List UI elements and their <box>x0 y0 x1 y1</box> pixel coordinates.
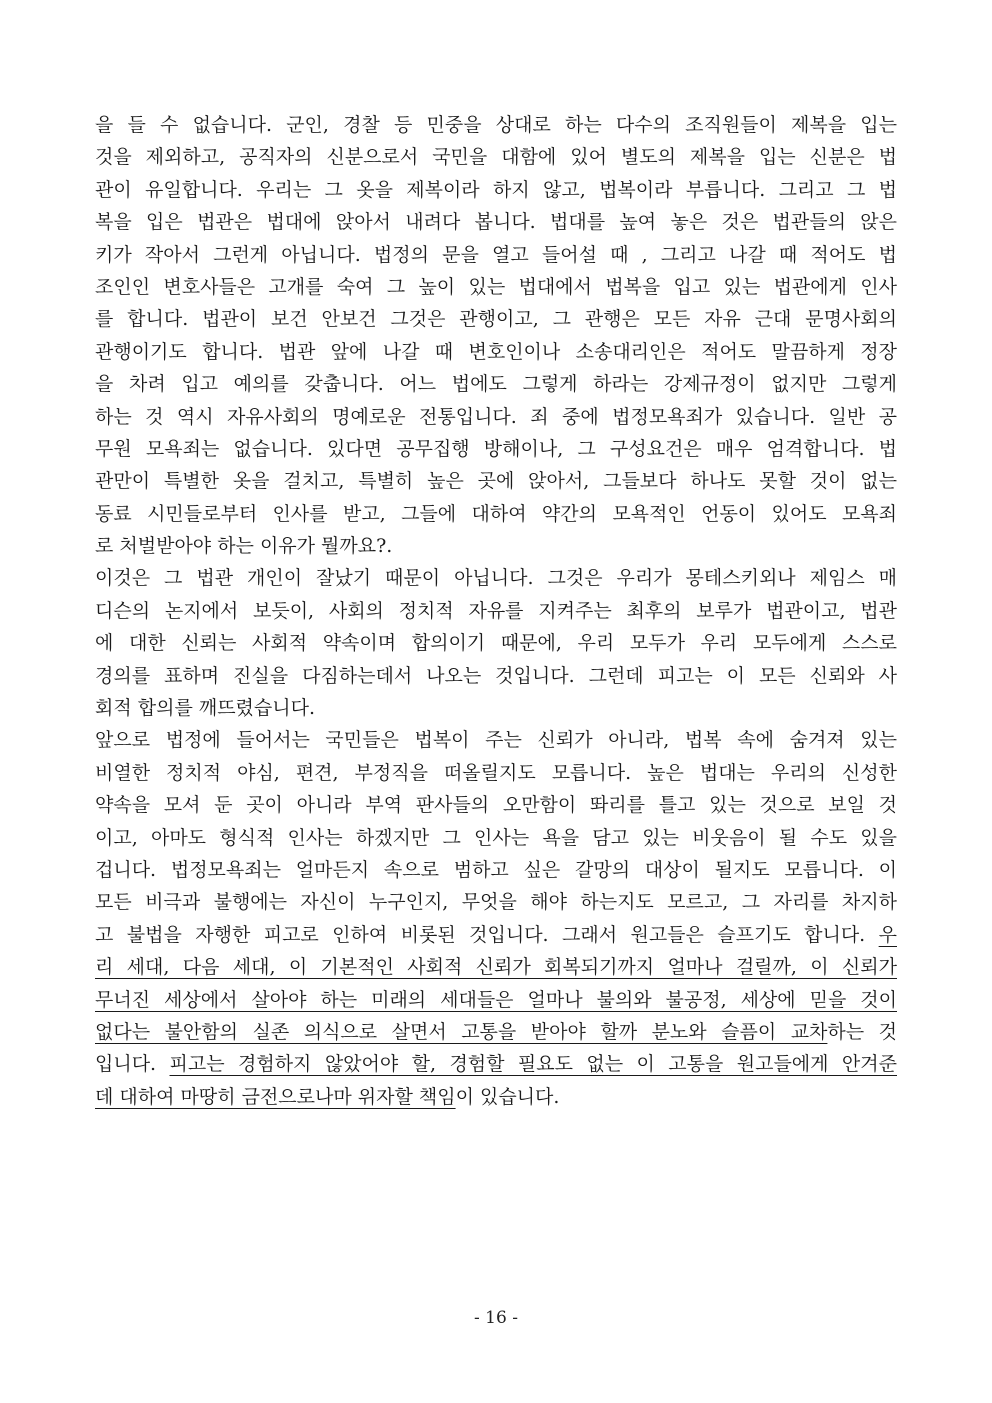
text-segment: 키가 작아서 그런게 아닙니다. 법정의 문을 열고 들어설 때 , 그리고 나갈 때 적어도 법 <box>95 243 897 266</box>
text-line <box>95 433 897 465</box>
text-line <box>95 595 897 627</box>
text-segment: 겁니다. 법정모욕죄는 얼마든지 속으로 범하고 싶은 갈망의 대상이 될지도 모릅니다. 이 <box>95 858 897 881</box>
text-segment: 앞으로 법정에 들어서는 국민들은 법복이 주는 신뢰가 아니라, 법복 속에 숨겨져 있는 <box>95 729 897 752</box>
paragraph <box>95 562 897 724</box>
text-segment: 을 들 수 없습니다. 군인, 경찰 등 민중을 상대로 하는 다수의 조직원들이 제복을 입는 <box>95 114 897 136</box>
text-segment: 약속을 모셔 둔 곳이 아니라 부역 판사들의 오만함이 똬리를 틀고 있는 것으로 보일 것 <box>95 794 897 817</box>
text-line <box>95 239 897 271</box>
text-line <box>95 660 897 692</box>
text-segment: 를 합니다. 법관이 보건 안보건 그것은 관행이고, 그 관행은 모든 자유 근대 문명사회의 <box>95 308 897 331</box>
text-line <box>95 627 897 659</box>
text-segment: 이고, 아마도 형식적 인사는 하겠지만 그 인사는 욕을 담고 있는 비웃음이 될 수도 있을 <box>95 826 897 849</box>
text-line <box>95 271 897 303</box>
text-segment: 이 있습니다. <box>455 1085 560 1108</box>
text-line <box>95 692 897 724</box>
text-segment: 복을 입은 법관은 법대에 앉아서 내려다 봅니다. 법대를 높여 놓은 것은 법관들의 앉은 <box>95 211 897 234</box>
underlined-text: 리 세대, 다음 세대, 이 기본적인 사회적 신뢰가 회복되기까지 얼마나 걸릴까, 이 신뢰가 <box>95 956 897 979</box>
text-line <box>95 303 897 335</box>
text-segment: 을 차려 입고 예의를 갖춥니다. 어느 법에도 그렇게 하라는 강제규정이 없지만 그렇게 <box>95 373 897 396</box>
text-segment: 로 처벌받아야 하는 이유가 뭘까요?. <box>95 535 393 558</box>
text-line <box>95 562 897 594</box>
underlined-text: 피고는 경험하지 않았어야 할, 경험할 필요도 없는 이 고통을 원고들에게 안겨준 <box>169 1053 897 1076</box>
text-line <box>95 1016 897 1048</box>
paragraph <box>95 724 897 1113</box>
text-segment: 에 대한 신뢰는 사회적 약속이며 합의이기 때문에, 우리 모두가 우리 모두에게 스스로 <box>95 632 897 655</box>
text-line <box>95 336 897 368</box>
text-line <box>95 822 897 854</box>
text-segment: 고 불법을 자행한 피고로 인하여 비롯된 것입니다. 그래서 원고들은 슬프기도 합니다. <box>95 923 879 946</box>
text-segment: 디슨의 논지에서 보듯이, 사회의 정치적 자유를 지켜주는 최후의 보루가 법관이고, 법관 <box>95 599 897 622</box>
text-line <box>95 174 897 206</box>
text-line <box>95 951 897 983</box>
text-line <box>95 141 897 173</box>
underlined-text: 데 대하여 마땅히 금전으로나마 위자할 책임 <box>95 1085 456 1108</box>
underlined-text: 우 <box>878 923 897 946</box>
text-line <box>95 109 897 141</box>
text-segment: 비열한 정치적 야심, 편견, 부정직을 떠올릴지도 모릅니다. 높은 법대는 우리의 신성한 <box>95 761 897 784</box>
text-segment: 무원 모욕죄는 없습니다. 있다면 공무집행 방해이나, 그 구성요건은 매우 엄격합니다. 법 <box>95 437 897 460</box>
text-line <box>95 401 897 433</box>
text-line <box>95 984 897 1016</box>
text-line <box>95 919 897 951</box>
text-line <box>95 789 897 821</box>
body-text <box>95 109 897 1113</box>
text-segment: 모든 비극과 불행에는 자신이 누구인지, 무엇을 해야 하는지도 모르고, 그 자리를 차지하 <box>95 891 897 914</box>
text-line <box>95 886 897 918</box>
text-line <box>95 1081 897 1113</box>
text-segment: 회적 합의를 깨뜨렸습니다. <box>95 697 316 720</box>
text-segment: 하는 것 역시 자유사회의 명예로운 전통입니다. 죄 중에 법정모욕죄가 있습니다. 일반 공 <box>95 405 897 428</box>
text-segment: 관행이기도 합니다. 법관 앞에 나갈 때 변호인이나 소송대리인은 적어도 말끔하게 정장 <box>95 340 897 363</box>
text-line <box>95 530 897 562</box>
text-segment: 조인인 변호사들은 고개를 숙여 그 높이 있는 법대에서 법복을 입고 있는 법관에게 인사 <box>95 275 897 298</box>
underlined-text: 무너진 세상에서 살아야 하는 미래의 세대들은 얼마나 불의와 불공정, 세상에 믿을 것이 <box>95 988 897 1011</box>
text-line <box>95 206 897 238</box>
text-line <box>95 1048 897 1080</box>
underlined-text: 없다는 불안함의 실존 의식으로 살면서 고통을 받아야 할까 분노와 슬픔이 교차 <box>95 1020 828 1043</box>
text-segment: 입니다. <box>95 1053 170 1076</box>
paragraph <box>95 109 897 562</box>
text-segment: 관이 유일합니다. 우리는 그 옷을 제복이라 하지 않고, 법복이라 부릅니다. 그리고 그 법 <box>95 178 897 201</box>
text-segment: 이것은 그 법관 개인이 잘났기 때문이 아닙니다. 그것은 우리가 몽테스키외나 제임스 매 <box>95 567 897 590</box>
page-number: - 16 - <box>474 1308 518 1328</box>
text-line <box>95 368 897 400</box>
text-line <box>95 465 897 497</box>
text-line <box>95 854 897 886</box>
text-segment: 동료 시민들로부터 인사를 받고, 그들에 대하여 약간의 모욕적인 언동이 있어도 모욕죄 <box>95 502 897 525</box>
text-segment: 하는 것 <box>827 1020 897 1043</box>
text-segment: 경의를 표하며 진실을 다짐하는데서 나오는 것입니다. 그런데 피고는 이 모든 신뢰와 사 <box>95 664 897 687</box>
text-segment: 관만이 특별한 옷을 걸치고, 특별히 높은 곳에 앉아서, 그들보다 하나도 못할 것이 없는 <box>95 470 897 493</box>
text-segment: 것을 제외하고, 공직자의 신분으로서 국민을 대함에 있어 별도의 제복을 입는 신분은 법 <box>95 146 897 169</box>
text-line <box>95 498 897 530</box>
text-line <box>95 724 897 756</box>
text-line <box>95 757 897 789</box>
